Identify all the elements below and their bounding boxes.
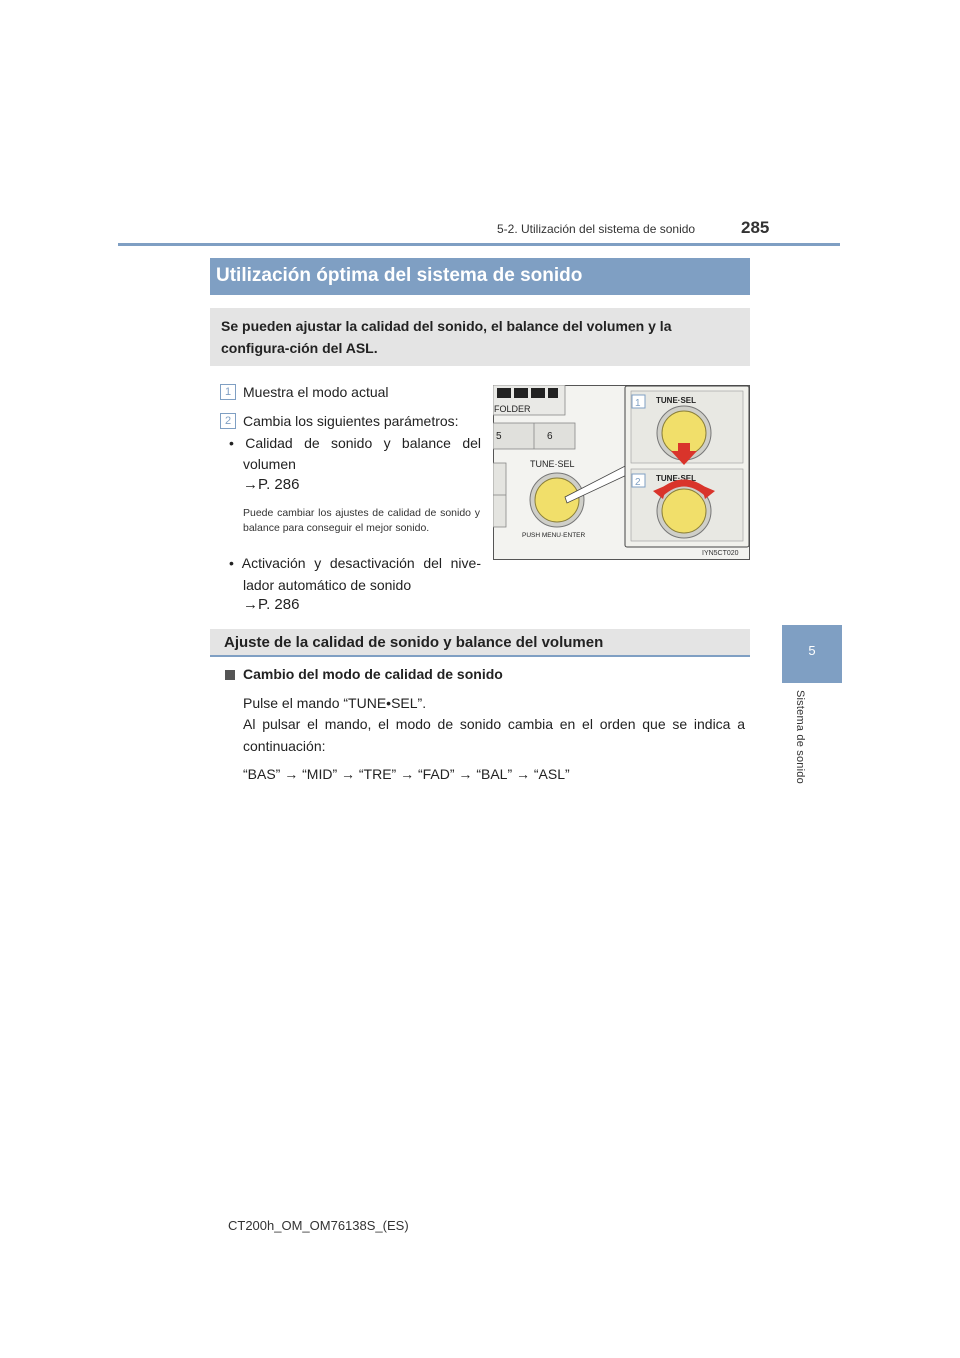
- bullet-1-line2: volumen: [243, 456, 296, 472]
- illustration-code: IYN5CT020: [702, 550, 739, 557]
- item-text-2: Cambia los siguientes parámetros:: [243, 413, 459, 429]
- section-paragraph-1: Pulse el mando “TUNE•SEL”.: [243, 695, 427, 711]
- intro-text: Se pueden ajustar la calidad del sonido, el balance del volumen y la configura-ción del ASL.: [221, 318, 672, 356]
- tune-sel-label-top: TUNE·SEL: [656, 396, 696, 405]
- section-paragraph-2b: continuación:: [243, 738, 326, 754]
- page-title: Utilización óptima del sistema de sonido: [216, 265, 583, 286]
- item-number-2: 2: [220, 413, 236, 429]
- bullet-2-line1: • Activación y desactivación del nive-: [229, 555, 481, 571]
- section-paragraph-2a: Al pulsar el mando, el modo de sonido cambia en el orden que se indica a: [243, 716, 745, 732]
- key-5: 5: [496, 431, 502, 442]
- section-header: 5-2. Utilización del sistema de sonido: [497, 222, 696, 236]
- mode-sequence: “BAS” → “MID” → “TRE” → “FAD” → “BAL” → “ASL”: [243, 766, 570, 782]
- chapter-label: Sistema de sonido: [794, 690, 806, 784]
- bullet-2-line2: lador automático de sonido: [243, 577, 412, 593]
- header-rule: [118, 243, 840, 246]
- footer-code: CT200h_OM_OM76138S_(ES): [228, 1218, 409, 1233]
- subhead-title: Ajuste de la calidad de sonido y balance del volumen: [224, 634, 604, 651]
- item-number-1: 1: [220, 384, 236, 400]
- callout-1: 1: [635, 398, 641, 409]
- tune-sel-illustration: [493, 385, 750, 560]
- section-heading: Cambio del modo de calidad de sonido: [243, 666, 503, 682]
- chapter-number: 5: [808, 643, 816, 658]
- item-text-1: Muestra el modo actual: [243, 384, 389, 400]
- folder-label: FOLDER: [494, 404, 531, 414]
- page-number: 285: [741, 218, 770, 237]
- bullet-1-ref[interactable]: →P. 286: [243, 476, 300, 493]
- key-6: 6: [547, 431, 553, 442]
- callout-2: 2: [635, 477, 641, 488]
- tune-sel-label-main: TUNE·SEL: [530, 459, 575, 469]
- square-bullet-icon: [225, 670, 235, 680]
- bullet-2-ref[interactable]: →P. 286: [243, 596, 300, 613]
- bullet-1-line1: • Calidad de sonido y balance del: [229, 435, 481, 451]
- tune-sel-label-bottom: TUNE·SEL: [656, 474, 696, 483]
- push-menu-label: PUSH MENU·ENTER: [522, 532, 586, 539]
- note-text: Puede cambiar los ajustes de calidad de sonido y balance para conseguir el mejor sonido.: [243, 507, 480, 534]
